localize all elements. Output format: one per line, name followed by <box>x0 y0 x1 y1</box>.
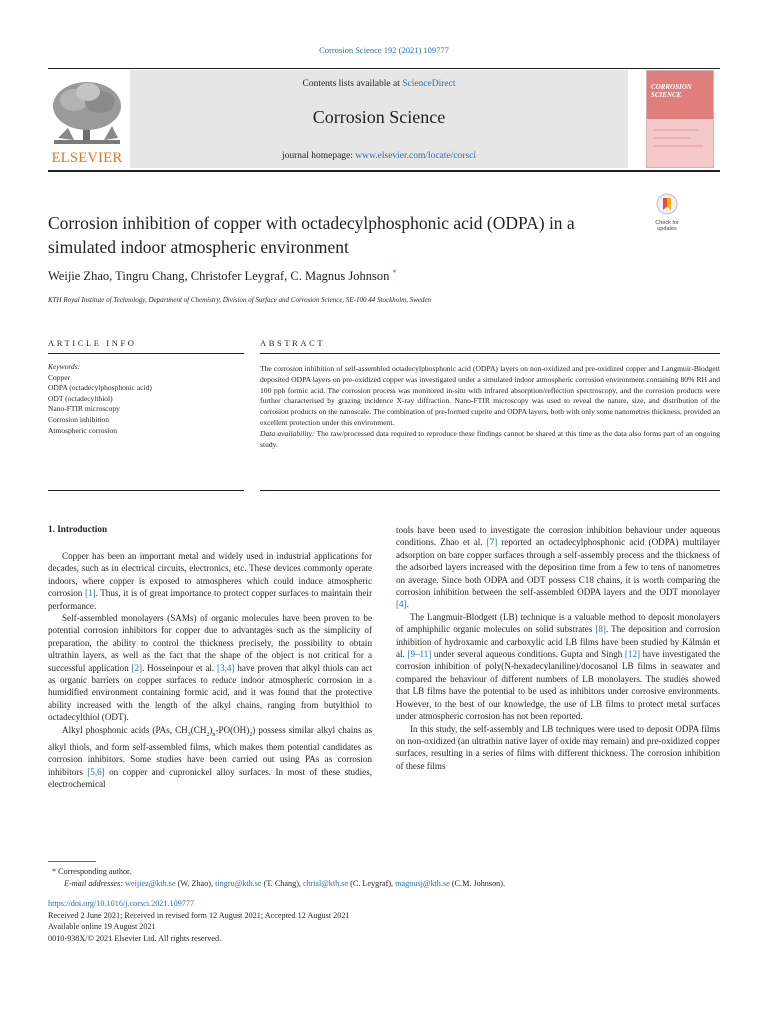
paragraph: The Langmuir-Blodgett (LB) technique is a valuable method to deposit monolayers of amphiphilic organic molecules on solid substrates [8]. The deposition and corrosion inhibition of hydroxamic and carboxylic acid LB films have been studied by Kálmán et al. [9–11] under several aqueous conditions. Gupta and Singh [12] have investigated the corrosion inhibition of poly(N-hexadecylaniline)/docosanol LB films in seawater and compared the behaviour of different numbers of LB monolayers. The studies showed that LB films have the potential to be used as inhibitors under corrosive environments. However, to the best of our knowledge, the use of LB films to protect metal surfaces under atmospheric corrosion has not been reported. <box>396 611 720 722</box>
email-footnote: E-mail addresses: weijiez@kth.se (W. Zhao), tingru@kth.se (T. Chang), chrisl@kth.se (C. Leygraf), magnusj@kth.se (C.M. Johnson). <box>64 878 506 888</box>
reference-link[interactable]: [3,4] <box>217 662 235 673</box>
paragraph: Alkyl phosphonic acids (PAs, $CH_3(CH_2)_n-PO(OH)_2$) possess similar alkyl chains as alkyl thiols, and form self-assembled films, which makes them potential candidates as corrosion inhibitors. Some studies have been carried out using PAs as corrosion inhibitors [5,6] on copper and cupronickel alloy surfaces. In most of these studies, electrochemical <box>48 724 373 790</box>
cover-title-line1: CORROSION <box>651 83 692 91</box>
available-online: Available online 19 August 2021 <box>48 922 156 932</box>
homepage-link[interactable]: www.elsevier.com/locate/corsci <box>355 151 477 161</box>
author-name[interactable]: Weijie Zhao <box>48 269 110 284</box>
abstract-bottom-rule <box>260 490 720 491</box>
keyword: Copper <box>48 372 71 382</box>
email-link[interactable]: chrisl@kth.se <box>303 878 349 888</box>
data-availability: Data availability: The raw/processed data required to reproduce these findings cannot be shared at this time as the data also forms part of an ongoing study. <box>260 428 720 449</box>
email-link[interactable]: magnusj@kth.se <box>395 878 450 888</box>
keyword: Nano-FTIR microscopy <box>48 404 120 414</box>
keyword: ODT (octadecylthiol) <box>48 393 113 403</box>
keyword: Atmospheric corrosion <box>48 425 117 435</box>
author-list: Weijie Zhao, Tingru Chang, Christofer Leygraf, C. Magnus Johnson * <box>48 268 397 284</box>
abstract-text: The corrosion inhibition of self-assembled octadecylphosphonic acid (ODPA) layers on non-oxidized and pre-oxidized copper and Langmuir-Blodgett deposited ODPA layers on pre-oxidized copper was investigated under a simulated indoor atmospheric corrosion environment containing 80% RH and 100 ppb formic acid. The corrosion process was monitored in-situ with infrared absorption/reflection spectroscopy, and the corrosion products were further characterised by grazing incidence X-ray diffraction. Nano-FTIR microscopy was used to reveal the nature, size, and distribution of the corrosion products on the nanoscale. The combination of pre-formed cuprite and ODPA layers, both with only some nanometres thickness, provided an excellent protection under this environment. <box>260 364 720 427</box>
body-column-left <box>48 550 372 791</box>
publication-info <box>48 898 720 944</box>
keyword: ODPA (octadecylphosphonic acid) <box>48 383 152 393</box>
article-info-bottom-rule <box>48 490 244 491</box>
article-title: Corrosion inhibition of copper with octadecylphosphonic acid (ODPA) in a simulated indoor atmospheric environment <box>48 213 575 257</box>
publisher-wordmark: ELSEVIER <box>51 150 123 166</box>
reference-link[interactable]: [8] <box>595 624 606 635</box>
reference-link[interactable]: [7] <box>486 537 498 548</box>
copyright: 0010-938X/© 2021 Elsevier Ltd. All rights reserved. <box>48 933 222 943</box>
abstract-heading: ABSTRACT <box>260 338 326 348</box>
author-name[interactable]: Christofer Leygraf <box>190 269 285 284</box>
corresponding-author-mark[interactable]: * <box>392 268 397 277</box>
received-dates: Received 2 June 2021; Received in revised form 12 August 2021; Accepted 12 August 2021 <box>48 910 350 920</box>
footnote-rule <box>48 861 96 862</box>
paragraph: Self-assembled monolayers (SAMs) of organic molecules have been proven to be potential corrosion inhibitors for copper due to advantages such as the simplicity of preparation, the ability to control the thickness precisely, the possibility to obtain ultrathin layers, as well as the fact that the shape of the object is not critical for a successful application [2]. Hosseinpour et al. [3,4] have proven that alkyl thiols can act as organic barriers on copper surfaces to reduce indoor atmospheric corrosion in a humidified environment containing formic acid, and it was found that the protective ability increased with the length of the alkyl chains, ranging from butylthiol to octadecylthiol (ODT). <box>48 613 372 723</box>
header-bottom-rule <box>48 170 720 172</box>
email-link[interactable]: weijiez@kth.se <box>125 878 176 888</box>
reference-link[interactable]: [9–11] <box>407 649 432 660</box>
footnotes <box>52 866 712 889</box>
section-heading-introduction: 1. Introduction <box>48 524 108 534</box>
body-column-right <box>396 524 720 772</box>
affiliation: KTH Royal Institute of Technology, Department of Chemistry, Division of Surface and Corrosion Science, SE-100 44 Stockholm, Sweden <box>48 296 432 304</box>
reference-link[interactable]: [1] <box>84 588 96 599</box>
journal-citation[interactable]: Corrosion Science 192 (2021) 109777 <box>319 45 449 55</box>
contents-line: Contents lists available at ScienceDirect <box>302 79 456 89</box>
keywords-label: Keywords: <box>48 362 81 371</box>
paragraph: In this study, the self-assembly and LB techniques were used to deposit ODPA films on non-oxidized (an ultrathin native layer of oxide may remain) and pre-oxidized copper surfaces, resulting in a series of films with different thickness. The corrosion inhibition of these films <box>396 723 720 771</box>
keywords-list <box>48 362 248 436</box>
journal-name: Corrosion Science <box>312 107 446 127</box>
homepage-line: journal homepage: www.elsevier.com/locate/corsci <box>281 151 477 161</box>
abstract-rule <box>260 353 720 354</box>
corresponding-footnote: * Corresponding author. <box>52 867 132 876</box>
check-for-updates-badge[interactable]: Check for updates <box>648 193 686 233</box>
paragraph: Copper has been an important metal and widely used in industrial applications for decades, such as in electrical circuits, electronics, etc. These devices commonly operate indoors, where copper is exposed to atmospheres which could induce atmospheric corrosion [1]. Thus, it is of great importance to protect copper surfaces to maintain their performance. <box>48 551 372 611</box>
cover-title-line2: SCIENCE <box>651 91 682 99</box>
paragraph: tools have been used to investigate the corrosion inhibition behaviour under aqueous conditions. Zhao et al. [7] reported an octadecylphosphonic acid (ODPA) multilayer adsorption on bare copper surfaces through a self-assembly process and the thickness of the adsorbed layers increased with the deposition time from a few to tens of nanometres on average. Since both ODPA and ODT possess C18 chains, it is worth comparing the corrosion inhibition between the self-assembled ODPA layers and the ODT monolayer [4]. <box>396 525 720 610</box>
bookmark-icon <box>656 193 678 215</box>
reference-link[interactable]: [2] <box>131 662 143 673</box>
author-name[interactable]: Tingru Chang <box>115 269 185 284</box>
header-top-rule <box>48 68 720 69</box>
author-name[interactable]: C. Magnus Johnson <box>290 269 390 284</box>
reference-link[interactable]: [5,6] <box>87 766 105 777</box>
sciencedirect-link[interactable]: ScienceDirect <box>402 79 456 89</box>
abstract-body <box>260 364 720 450</box>
reference-link[interactable]: [4] <box>396 599 407 610</box>
reference-link[interactable]: [12] <box>624 649 641 660</box>
journal-cover-thumbnail[interactable] <box>646 70 714 168</box>
keyword: Corrosion inhibition <box>48 414 110 424</box>
article-info-rule <box>48 353 244 354</box>
doi-link[interactable]: https://doi.org/10.1016/j.corsci.2021.109777 <box>48 899 195 908</box>
email-link[interactable]: tingru@kth.se <box>215 878 262 888</box>
article-info-heading: ARTICLE INFO <box>48 338 137 348</box>
